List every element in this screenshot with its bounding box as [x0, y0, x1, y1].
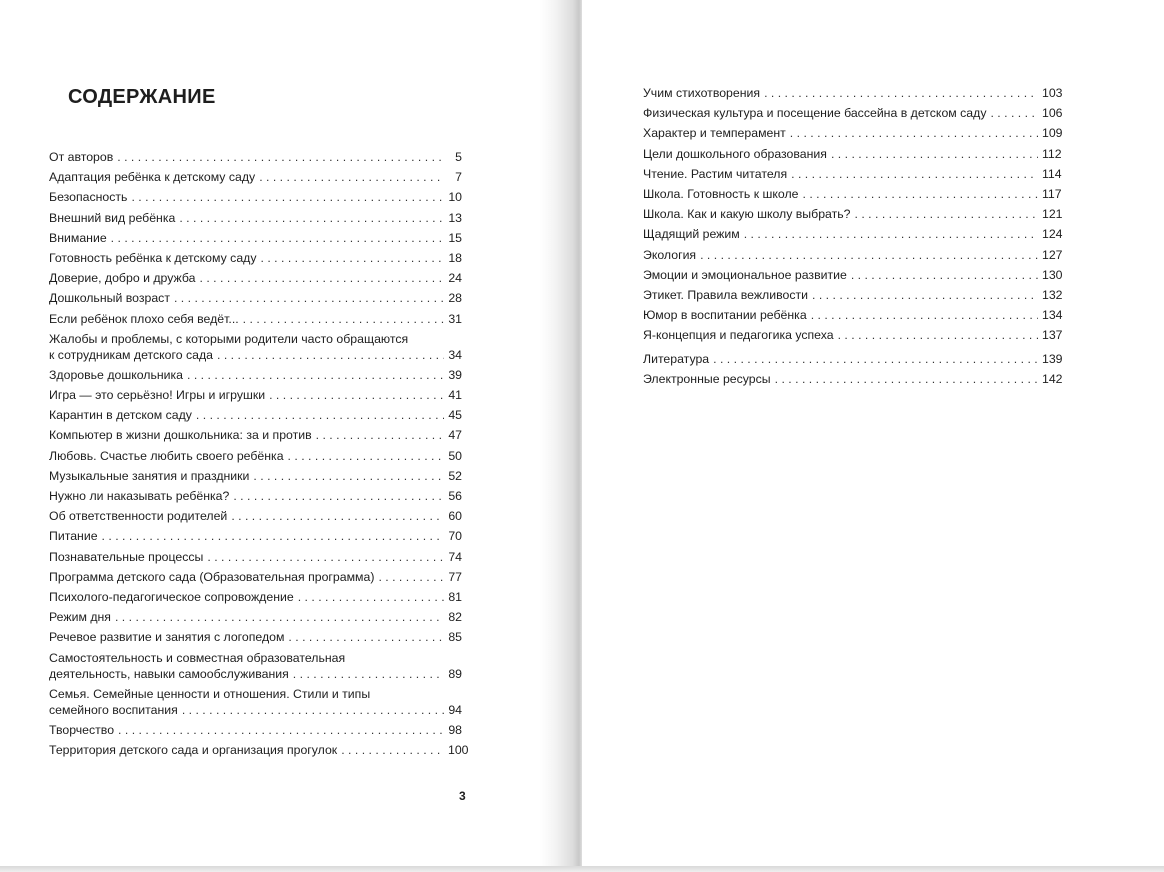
toc-entry: [643, 287, 1063, 303]
toc-entry: [49, 468, 462, 484]
toc-entry: [643, 247, 1063, 263]
toc-entry-row: [643, 371, 1063, 387]
toc-entry: [643, 166, 1062, 182]
toc-entry-page: 139: [1042, 352, 1063, 367]
toc-leader-dots: [791, 166, 1038, 182]
toc-leader-dots: [118, 722, 444, 738]
toc-leader-dots: [990, 105, 1038, 121]
toc-entry: [49, 686, 462, 718]
toc-entry: [49, 407, 462, 423]
toc-entry-page: 89: [448, 666, 462, 681]
toc-entry-title: Школа. Как и какую школу выбрать?: [643, 207, 851, 222]
toc-entry: [643, 267, 1063, 283]
toc-entry-title: Дошкольный возраст: [49, 291, 170, 306]
toc-entry-page: 5: [455, 150, 462, 164]
toc-entry-row: [49, 629, 462, 645]
toc-entry-row: [49, 448, 462, 464]
toc-entry-row: [49, 189, 462, 205]
toc-entry-row: [643, 85, 1063, 101]
toc-entry-row: [643, 186, 1062, 202]
toc-entry-page: 134: [1042, 308, 1063, 323]
page-title: СОДЕРЖАНИЕ: [68, 86, 216, 108]
page-bottom-edge: [0, 866, 1164, 872]
toc-entry-page: 70: [448, 529, 462, 544]
toc-entry-row: [643, 105, 1063, 121]
toc-entry-row: [643, 287, 1063, 303]
toc-entry-page: 127: [1042, 247, 1063, 262]
toc-entry-page: 39: [448, 367, 462, 382]
toc-entry: [49, 742, 469, 758]
toc-entry-title: Характер и темперамент: [643, 126, 786, 141]
toc-entry-page: 130: [1042, 267, 1063, 282]
toc-leader-dots: [854, 206, 1038, 222]
toc-entry: [49, 427, 462, 443]
toc-entry: [643, 226, 1063, 242]
toc-leader-dots: [117, 149, 444, 165]
toc-entry-title: Игра — это серьёзно! Игры и игрушки: [49, 388, 266, 403]
toc-entry-title-line: Самостоятельность и совместная образовательная: [49, 650, 346, 665]
toc-entry-page: 34: [448, 347, 462, 362]
toc-entry: [49, 210, 462, 226]
toc-entry-page: 85: [448, 630, 462, 645]
toc-entry-page: 50: [448, 448, 462, 463]
toc-entry: [49, 508, 462, 524]
toc-entry: [643, 125, 1063, 141]
toc-leader-dots: [316, 427, 444, 443]
toc-entry-title: Карантин в детском саду: [49, 408, 192, 423]
toc-entry: [49, 367, 462, 383]
toc-entry: [49, 189, 462, 205]
toc-entry-row: [49, 666, 462, 682]
toc-entry-title: деятельность, навыки самообслуживания: [49, 666, 289, 681]
toc-entry-row: [643, 267, 1063, 283]
toc-entry: [49, 549, 462, 565]
toc-leader-dots: [243, 311, 444, 327]
toc-leader-dots: [199, 270, 444, 286]
toc-leader-dots: [231, 508, 444, 524]
toc-entry: [49, 311, 462, 327]
toc-entry: [643, 351, 1063, 367]
toc-leader-dots: [790, 125, 1038, 141]
toc-entry-row: [643, 226, 1063, 242]
toc-entry-row: [49, 549, 462, 565]
toc-entry-title: Внешний вид ребёнка: [49, 210, 176, 225]
toc-entry-title: Физическая культура и посещение бассейна в детском саду: [643, 106, 987, 121]
toc-entry: [49, 528, 462, 544]
toc-leader-dots: [802, 186, 1038, 202]
toc-entry-title: Я-концепция и педагогика успеха: [643, 328, 834, 343]
toc-entry-title: От авторов: [49, 150, 114, 164]
toc-entry-row: [49, 169, 462, 185]
toc-entry-title: Эмоции и эмоциональное развитие: [643, 267, 847, 282]
toc-entry-title: Психолого-педагогическое сопровождение: [49, 589, 294, 604]
toc-leader-dots: [700, 247, 1038, 263]
toc-entry-page: 124: [1042, 227, 1063, 242]
toc-entry-page: 100: [448, 743, 469, 758]
toc-entry-title: Цели дошкольного образования: [643, 146, 827, 161]
toc-entry: [49, 331, 462, 363]
toc-entry-title: Территория детского сада и организация прогулок: [49, 743, 338, 758]
toc-entry-title: Музыкальные занятия и праздники: [49, 468, 250, 483]
toc-entry-title: Режим дня: [49, 610, 111, 625]
toc-entry-title-line: Семья. Семейные ценности и отношения. Стили и типы: [49, 686, 371, 701]
toc-entry-row: [49, 210, 462, 226]
toc-entry-row: [643, 125, 1063, 141]
toc-entry: [49, 589, 462, 605]
toc-entry-title: Чтение. Растим читателя: [643, 166, 788, 181]
toc-entry-page: 45: [448, 408, 462, 423]
toc-leader-dots: [217, 347, 444, 363]
toc-entry: [643, 146, 1062, 162]
toc-entry-page: 41: [448, 388, 462, 403]
toc-leader-dots: [764, 85, 1038, 101]
toc-entry-page: 60: [448, 509, 462, 524]
toc-entry-page: 81: [448, 589, 462, 604]
toc-entry-row: [643, 351, 1063, 367]
toc-leader-dots: [378, 569, 444, 585]
toc-entry-title: Компьютер в жизни дошкольника: за и против: [49, 428, 312, 443]
toc-leader-dots: [831, 146, 1038, 162]
toc-entry-row: [49, 508, 462, 524]
toc-leader-dots: [298, 589, 444, 605]
toc-entry-row: [49, 468, 462, 484]
toc-entry-row: [49, 387, 462, 403]
toc-entry: [643, 307, 1063, 323]
toc-entry-row: [643, 247, 1063, 263]
toc-leader-dots: [259, 169, 444, 185]
toc-entry-page: 98: [448, 722, 462, 737]
toc-leader-dots: [293, 666, 444, 682]
toc-leader-dots: [253, 468, 444, 484]
toc-leader-dots: [207, 549, 444, 565]
toc-entry-row: [49, 407, 462, 423]
toc-entry: [49, 488, 462, 504]
toc-entry-page: 132: [1042, 287, 1063, 302]
toc-leader-dots: [182, 702, 444, 718]
toc-list-right: [643, 85, 1063, 392]
toc-entry-page: 74: [448, 549, 462, 564]
toc-entry: [49, 609, 462, 625]
toc-entry-row: [49, 427, 462, 443]
toc-leader-dots: [174, 290, 444, 306]
toc-entry-row: [49, 742, 469, 758]
toc-entry-title: Безопасность: [49, 190, 128, 205]
toc-entry: [49, 650, 462, 682]
toc-entry-page: 15: [448, 230, 462, 245]
toc-entry-page: 103: [1042, 86, 1063, 100]
toc-entry-title: Адаптация ребёнка к детскому саду: [49, 170, 256, 185]
toc-entry-title: Учим стихотворения: [643, 86, 761, 100]
toc-entry-row: [49, 722, 462, 738]
toc-entry: [643, 186, 1062, 202]
toc-entry-title: Доверие, добро и дружба: [49, 271, 196, 286]
toc-leader-dots: [341, 742, 444, 758]
toc-entry-title: Этикет. Правила вежливости: [643, 287, 808, 302]
toc-entry: [49, 149, 462, 165]
toc-entry-title: Школа. Готовность к школе: [643, 186, 799, 201]
toc-entry: [49, 387, 462, 403]
toc-entry-title-line: Жалобы и проблемы, с которыми родители часто обращаются: [49, 331, 409, 346]
toc-entry-page: 94: [448, 702, 462, 717]
toc-entry-page: 137: [1042, 328, 1063, 343]
toc-entry-row: [49, 488, 462, 504]
toc-entry-page: 52: [448, 468, 462, 483]
toc-entry-page: 117: [1042, 186, 1062, 201]
toc-entry-title: Об ответственности родителей: [49, 509, 228, 524]
toc-entry-row: [49, 609, 462, 625]
toc-entry-title: Любовь. Счастье любить своего ребёнка: [49, 448, 284, 463]
toc-entry-page: 47: [448, 428, 462, 443]
toc-entry-row: [643, 206, 1063, 222]
toc-leader-dots: [269, 387, 444, 403]
toc-entry-title: Внимание: [49, 230, 107, 245]
page-number: 3: [459, 789, 466, 803]
toc-leader-dots: [179, 210, 444, 226]
toc-entry-page: 7: [455, 170, 462, 185]
toc-entry-row: [49, 589, 462, 605]
toc-entry-page: 31: [448, 311, 462, 326]
toc-entry: [49, 169, 462, 185]
toc-entry-row: [49, 702, 462, 718]
toc-entry-page: 109: [1042, 126, 1063, 141]
toc-leader-dots: [196, 407, 444, 423]
toc-leader-dots: [111, 230, 444, 246]
toc-entry-page: 82: [448, 610, 462, 625]
left-page: [0, 0, 560, 868]
toc-leader-dots: [811, 307, 1038, 323]
toc-entry-row: [49, 311, 462, 327]
toc-entry-title: Здоровье дошкольника: [49, 367, 184, 382]
toc-entry-title: Щадящий режим: [643, 227, 740, 242]
toc-entry-title: Нужно ли наказывать ребёнка?: [49, 489, 230, 503]
toc-entry-page: 106: [1042, 106, 1063, 121]
toc-entry-row: [49, 347, 462, 363]
toc-entry-page: 112: [1042, 146, 1062, 161]
toc-entry-title: Литература: [643, 352, 710, 367]
toc-entry: [49, 230, 462, 246]
toc-leader-dots: [288, 629, 444, 645]
toc-entry-title: к сотрудникам детского сада: [49, 347, 213, 362]
toc-entry: [49, 569, 462, 585]
toc-entry: [49, 448, 462, 464]
toc-entry: [643, 206, 1063, 222]
toc-entry-title: Юмор в воспитании ребёнка: [643, 308, 807, 323]
toc-leader-dots: [131, 189, 444, 205]
toc-entry-row: [643, 307, 1063, 323]
toc-entry-page: 10: [448, 190, 462, 205]
toc-entry-page: 142: [1042, 372, 1063, 387]
toc-leader-dots: [187, 367, 444, 383]
toc-leader-dots: [102, 528, 444, 544]
toc-leader-dots: [812, 287, 1038, 303]
toc-entry-title: Электронные ресурсы: [643, 372, 771, 387]
toc-entry-page: 13: [448, 210, 462, 225]
toc-leader-dots: [261, 250, 445, 266]
toc-entry-row: [49, 569, 462, 585]
toc-leader-dots: [838, 327, 1038, 343]
toc-entry-title: Готовность ребёнка к детскому саду: [49, 250, 257, 265]
toc-leader-dots: [288, 448, 444, 464]
toc-entry-row: [49, 149, 462, 165]
toc-entry-row: [643, 327, 1063, 343]
toc-leader-dots: [233, 488, 444, 504]
toc-leader-dots: [775, 371, 1038, 387]
toc-entry-page: 18: [448, 250, 462, 265]
toc-entry: [643, 327, 1063, 343]
toc-entry-row: [49, 250, 462, 266]
toc-entry-row: [49, 367, 462, 383]
toc-entry-row: [49, 528, 462, 544]
toc-entry-row: [49, 270, 462, 286]
toc-entry-row: [49, 230, 462, 246]
toc-entry-page: 77: [448, 569, 462, 584]
toc-list-left: [49, 149, 469, 762]
toc-leader-dots: [744, 226, 1038, 242]
toc-entry-title: Питание: [49, 529, 98, 544]
toc-entry: [643, 105, 1063, 121]
toc-entry: [49, 722, 462, 738]
toc-entry-page: 56: [448, 489, 462, 503]
toc-entry-title: Речевое развитие и занятия с логопедом: [49, 630, 285, 645]
toc-entry: [49, 270, 462, 286]
toc-entry-page: 28: [448, 291, 462, 306]
toc-entry-title: Творчество: [49, 722, 115, 737]
toc-entry-title: Экология: [643, 247, 697, 262]
toc-entry-title: семейного воспитания: [49, 702, 178, 717]
toc-entry: [49, 290, 462, 306]
toc-entry: [49, 629, 462, 645]
toc-entry-page: 114: [1042, 166, 1062, 181]
toc-entry-page: 24: [448, 271, 462, 286]
toc-entry: [643, 85, 1063, 101]
toc-entry: [49, 250, 462, 266]
toc-leader-dots: [115, 609, 444, 625]
toc-leader-dots: [713, 351, 1038, 367]
toc-entry-page: 121: [1042, 207, 1063, 222]
toc-entry-title: Программа детского сада (Образовательная программа): [49, 569, 375, 584]
toc-entry-row: [49, 290, 462, 306]
toc-entry-row: [643, 146, 1062, 162]
toc-entry: [643, 371, 1063, 387]
toc-entry-row: [643, 166, 1062, 182]
toc-entry-title: Если ребёнок плохо себя ведёт...: [49, 311, 239, 326]
toc-entry-title: Познавательные процессы: [49, 549, 204, 564]
toc-leader-dots: [851, 267, 1038, 283]
